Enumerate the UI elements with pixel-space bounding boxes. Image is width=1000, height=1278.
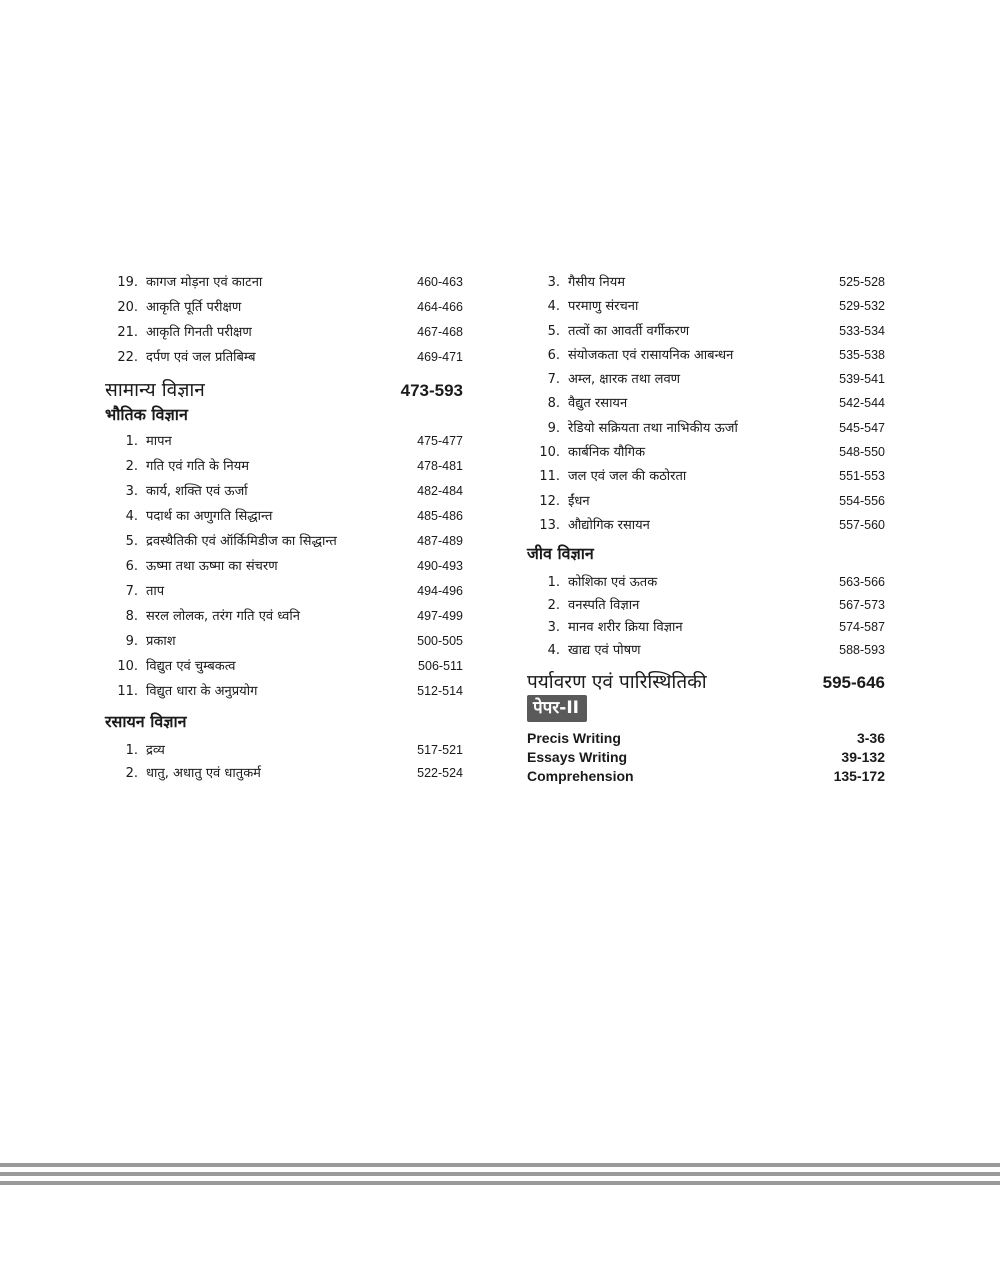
- entry-title: औद्योगिक रसायन: [568, 517, 650, 533]
- toc-list-biology: [527, 572, 885, 662]
- entry-title: ऊष्मा तथा ऊष्मा का संचरण: [146, 559, 278, 574]
- entry-pages: 494-496: [417, 584, 463, 598]
- toc-left-column: [105, 272, 463, 786]
- entry-number: 12.: [539, 493, 560, 509]
- entry-number: 13.: [539, 517, 560, 533]
- entry-pages: 475-477: [417, 434, 463, 448]
- toc-entry: [527, 272, 885, 296]
- entry-title: मानव शरीर क्रिया विज्ञान: [568, 620, 683, 636]
- toc-entry: [527, 572, 885, 595]
- entry-number: 6.: [125, 559, 138, 574]
- entry-title: जल एवं जल की कठोरता: [568, 469, 687, 485]
- entry-title: सरल लोलक, तरंग गति एवं ध्वनि: [146, 609, 300, 624]
- entry-title: कार्य, शक्ति एवं ऊर्जा: [146, 484, 248, 499]
- toc-entry: [527, 640, 885, 663]
- subhead-chemistry: रसायन विज्ञान: [105, 712, 187, 731]
- entry-number: 20.: [117, 300, 138, 315]
- toc-entry: [527, 442, 885, 466]
- entry-pages: 567-573: [839, 597, 885, 612]
- entry-title: ईंधन: [568, 493, 590, 509]
- section-title: सामान्य विज्ञान: [105, 379, 205, 401]
- entry-pages: 588-593: [839, 642, 885, 657]
- entry-pages: 525-528: [839, 275, 885, 289]
- entry-title: द्रव्य: [146, 743, 165, 758]
- entry-title: खाद्य एवं पोषण: [568, 642, 641, 658]
- entry-title: Essays Writing: [527, 749, 628, 766]
- entry-number: 2.: [547, 597, 560, 613]
- entry-title: कागज मोड़ना एवं काटना: [146, 275, 263, 290]
- footer-stripes: [0, 1163, 1000, 1190]
- paper-badge-wrap: [527, 695, 885, 729]
- entry-pages: 487-489: [417, 534, 463, 548]
- entry-title: अम्ल, क्षारक तथा लवण: [568, 372, 681, 388]
- toc-entry: [527, 369, 885, 393]
- entry-number: 7.: [125, 584, 138, 599]
- toc-entry: [105, 656, 463, 681]
- entry-title: गैसीय नियम: [568, 275, 626, 290]
- stripe: [0, 1181, 1000, 1185]
- entry-number: 4.: [125, 509, 138, 524]
- english-entry: [527, 767, 885, 786]
- entry-title: Comprehension: [527, 768, 634, 785]
- entry-pages: 135-172: [833, 768, 885, 785]
- toc-list-chemistry: [105, 740, 463, 786]
- entry-title: द्रवस्थैतिकी एवं ऑर्किमिडीज का सिद्धान्त: [146, 534, 337, 549]
- paper-2-badge: पेपर-II: [527, 695, 587, 722]
- toc-entry: [105, 506, 463, 531]
- entry-pages: 563-566: [839, 575, 885, 590]
- entry-number: 6.: [547, 347, 560, 363]
- entry-title: वैद्युत रसायन: [568, 396, 628, 412]
- toc-entry: [105, 581, 463, 606]
- entry-title: ताप: [146, 584, 165, 599]
- entry-title: आकृति पूर्ति परीक्षण: [146, 300, 242, 315]
- english-entry: [527, 729, 885, 748]
- entry-number: 22.: [117, 350, 138, 365]
- toc-right-column: [527, 272, 885, 786]
- entry-number: 8.: [547, 396, 560, 412]
- entry-title: Precis Writing: [527, 730, 621, 747]
- entry-pages: 533-534: [839, 323, 885, 338]
- entry-number: 9.: [125, 634, 138, 649]
- entry-title: दर्पण एवं जल प्रतिबिम्ब: [146, 350, 256, 365]
- entry-title: आकृति गिनती परीक्षण: [146, 325, 252, 340]
- entry-number: 21.: [117, 325, 138, 340]
- toc-entry: [527, 393, 885, 417]
- toc-entry: [105, 631, 463, 656]
- entry-number: 3.: [547, 620, 560, 636]
- entry-pages: 497-499: [417, 609, 463, 623]
- entry-title: संयोजकता एवं रासायनिक आबन्धन: [568, 347, 734, 363]
- entry-pages: 39-132: [841, 749, 885, 766]
- entry-pages: 482-484: [417, 484, 463, 498]
- entry-pages: 464-466: [417, 300, 463, 314]
- entry-number: 2.: [125, 766, 138, 781]
- entry-number: 8.: [125, 609, 138, 624]
- entry-pages: 517-521: [417, 743, 463, 757]
- subhead-physics: भौतिक विज्ञान: [105, 405, 188, 424]
- english-list: [527, 729, 885, 786]
- toc-entry: [105, 272, 463, 297]
- toc-entry: [105, 322, 463, 347]
- entry-number: 7.: [547, 372, 560, 388]
- toc-entry: [105, 531, 463, 556]
- toc-entry: [527, 595, 885, 618]
- toc-entry: [105, 763, 463, 786]
- toc-entry: [527, 617, 885, 640]
- toc-list-top: [105, 272, 463, 372]
- section-environment: [527, 668, 885, 695]
- toc-entry: [527, 515, 885, 539]
- entry-number: 5.: [547, 323, 560, 339]
- stripe: [0, 1172, 1000, 1176]
- toc-entry: [527, 296, 885, 320]
- entry-pages: 545-547: [839, 420, 885, 435]
- entry-pages: 3-36: [856, 730, 885, 747]
- section-pages: 473-593: [400, 381, 463, 400]
- entry-number: 10.: [117, 659, 138, 674]
- toc-entry: [105, 347, 463, 372]
- entry-title: गति एवं गति के नियम: [146, 459, 250, 474]
- entry-pages: 460-463: [417, 275, 463, 289]
- entry-pages: 554-556: [839, 493, 885, 508]
- entry-number: 11.: [117, 684, 138, 699]
- entry-number: 9.: [547, 420, 560, 436]
- section-general-science: [105, 376, 463, 403]
- entry-number: 1.: [125, 743, 138, 758]
- entry-number: 5.: [125, 534, 138, 549]
- entry-title: पदार्थ का अणुगति सिद्धान्त: [146, 509, 273, 524]
- entry-title: धातु, अधातु एवं धातुकर्म: [146, 766, 261, 781]
- section-title: पर्यावरण एवं पारिस्थितिकी: [527, 671, 707, 694]
- entry-number: 11.: [539, 469, 560, 485]
- toc-entry: [105, 481, 463, 506]
- stripe: [0, 1163, 1000, 1167]
- entry-pages: 522-524: [417, 766, 463, 780]
- toc-entry: [105, 456, 463, 481]
- entry-pages: 490-493: [417, 559, 463, 573]
- entry-pages: 551-553: [839, 469, 885, 484]
- english-entry: [527, 748, 885, 767]
- entry-number: 4.: [547, 642, 560, 658]
- entry-title: मापन: [146, 434, 172, 449]
- toc-entry: [527, 345, 885, 369]
- entry-number: 2.: [125, 459, 138, 474]
- entry-title: प्रकाश: [146, 634, 176, 649]
- entry-pages: 469-471: [417, 350, 463, 364]
- entry-number: 1.: [547, 575, 560, 591]
- toc-entry: [105, 556, 463, 581]
- entry-title: तत्वों का आवर्ती वर्गीकरण: [568, 323, 690, 339]
- entry-title: विद्युत एवं चुम्बकत्व: [146, 659, 236, 674]
- entry-pages: 467-468: [417, 325, 463, 339]
- entry-pages: 478-481: [417, 459, 463, 473]
- entry-number: 4.: [547, 299, 560, 315]
- entry-number: 19.: [117, 275, 138, 290]
- entry-pages: 485-486: [417, 509, 463, 523]
- entry-pages: 557-560: [839, 517, 885, 532]
- entry-pages: 574-587: [839, 620, 885, 635]
- toc-entry: [105, 297, 463, 322]
- entry-title: विद्युत धारा के अनुप्रयोग: [146, 684, 258, 699]
- entry-pages: 529-532: [839, 299, 885, 314]
- toc-entry: [527, 466, 885, 490]
- toc-list-chem-cont: [527, 272, 885, 539]
- section-pages: 595-646: [822, 673, 885, 693]
- toc-entry: [105, 606, 463, 631]
- entry-pages: 506-511: [418, 659, 463, 673]
- toc-entry: [527, 418, 885, 442]
- toc-entry: [527, 491, 885, 515]
- entry-pages: 542-544: [839, 396, 885, 411]
- entry-pages: 512-514: [417, 684, 463, 698]
- entry-title: वनस्पति विज्ञान: [568, 597, 640, 613]
- entry-title: रेडियो सक्रियता तथा नाभिकीय ऊर्जा: [568, 420, 738, 436]
- entry-pages: 539-541: [839, 372, 885, 387]
- toc-list-physics: [105, 431, 463, 706]
- entry-pages: 535-538: [839, 347, 885, 362]
- toc-entry: [105, 740, 463, 763]
- toc-entry: [105, 431, 463, 456]
- entry-number: 10.: [539, 445, 560, 461]
- entry-title: परमाणु संरचना: [568, 299, 639, 315]
- entry-title: कार्बनिक यौगिक: [568, 445, 646, 461]
- toc-entry: [105, 681, 463, 706]
- entry-number: 3.: [547, 275, 560, 290]
- entry-pages: 548-550: [839, 445, 885, 460]
- entry-title: कोशिका एवं ऊतक: [568, 575, 658, 591]
- entry-number: 3.: [125, 484, 138, 499]
- subhead-biology: जीव विज्ञान: [527, 544, 594, 564]
- toc-entry: [527, 321, 885, 345]
- entry-pages: 500-505: [417, 634, 463, 648]
- entry-number: 1.: [125, 434, 138, 449]
